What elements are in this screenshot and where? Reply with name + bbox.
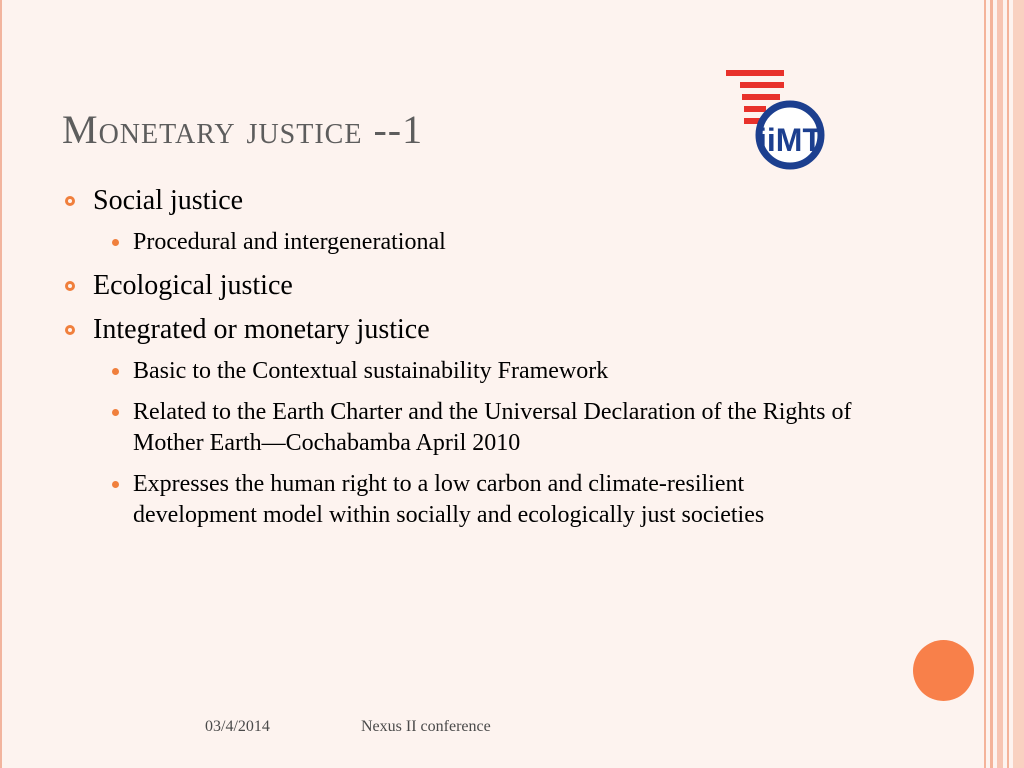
dot-bullet-icon xyxy=(112,368,119,375)
stripe xyxy=(984,0,986,768)
sub-bullet-item xyxy=(60,356,860,387)
ring-bullet-icon xyxy=(65,281,75,291)
sub-bullet-item xyxy=(60,397,860,459)
iiimt-logo xyxy=(724,68,830,172)
logo-text: iiMT xyxy=(758,122,822,158)
dot-bullet-icon xyxy=(112,409,119,416)
decorative-circle xyxy=(913,640,974,701)
sub-bullet-text: Procedural and intergenerational xyxy=(133,229,446,255)
logo-bar xyxy=(726,70,784,76)
sub-bullet-text: Expresses the human right to a low carbon and climate-resilient development model within socially and ecologically just societies xyxy=(133,471,765,528)
footer-date: 03/4/2014 xyxy=(205,718,270,735)
sub-bullet-item xyxy=(60,469,860,531)
sub-bullet-text: Basic to the Contextual sustainability Framework xyxy=(133,358,609,384)
logo-bar xyxy=(742,94,780,100)
stripe xyxy=(1007,0,1009,768)
ring-bullet-icon xyxy=(65,196,75,206)
logo-bar xyxy=(740,82,784,88)
bullet-text: Integrated or monetary justice xyxy=(93,314,430,345)
decorative-stripes xyxy=(984,0,1024,768)
bullet-item xyxy=(60,268,860,304)
logo-bar xyxy=(744,106,766,112)
footer-text: Nexus II conference xyxy=(361,718,491,735)
bullet-list xyxy=(60,183,860,541)
ring-bullet-icon xyxy=(65,325,75,335)
stripe xyxy=(997,0,1003,768)
sub-bullet-item xyxy=(60,227,860,258)
dot-bullet-icon xyxy=(112,239,119,246)
stripe xyxy=(1013,0,1024,768)
slide-title: Monetary justice --1 xyxy=(62,107,424,152)
bullet-item xyxy=(60,312,860,348)
bullet-text: Social justice xyxy=(93,185,244,216)
sub-bullet-text: Related to the Earth Charter and the Universal Declaration of the Rights of Mother Earth—Cochabamba April 2010 xyxy=(133,399,852,456)
dot-bullet-icon xyxy=(112,481,119,488)
bullet-text: Ecological justice xyxy=(93,270,293,301)
bullet-item xyxy=(60,183,860,219)
stripe xyxy=(990,0,993,768)
